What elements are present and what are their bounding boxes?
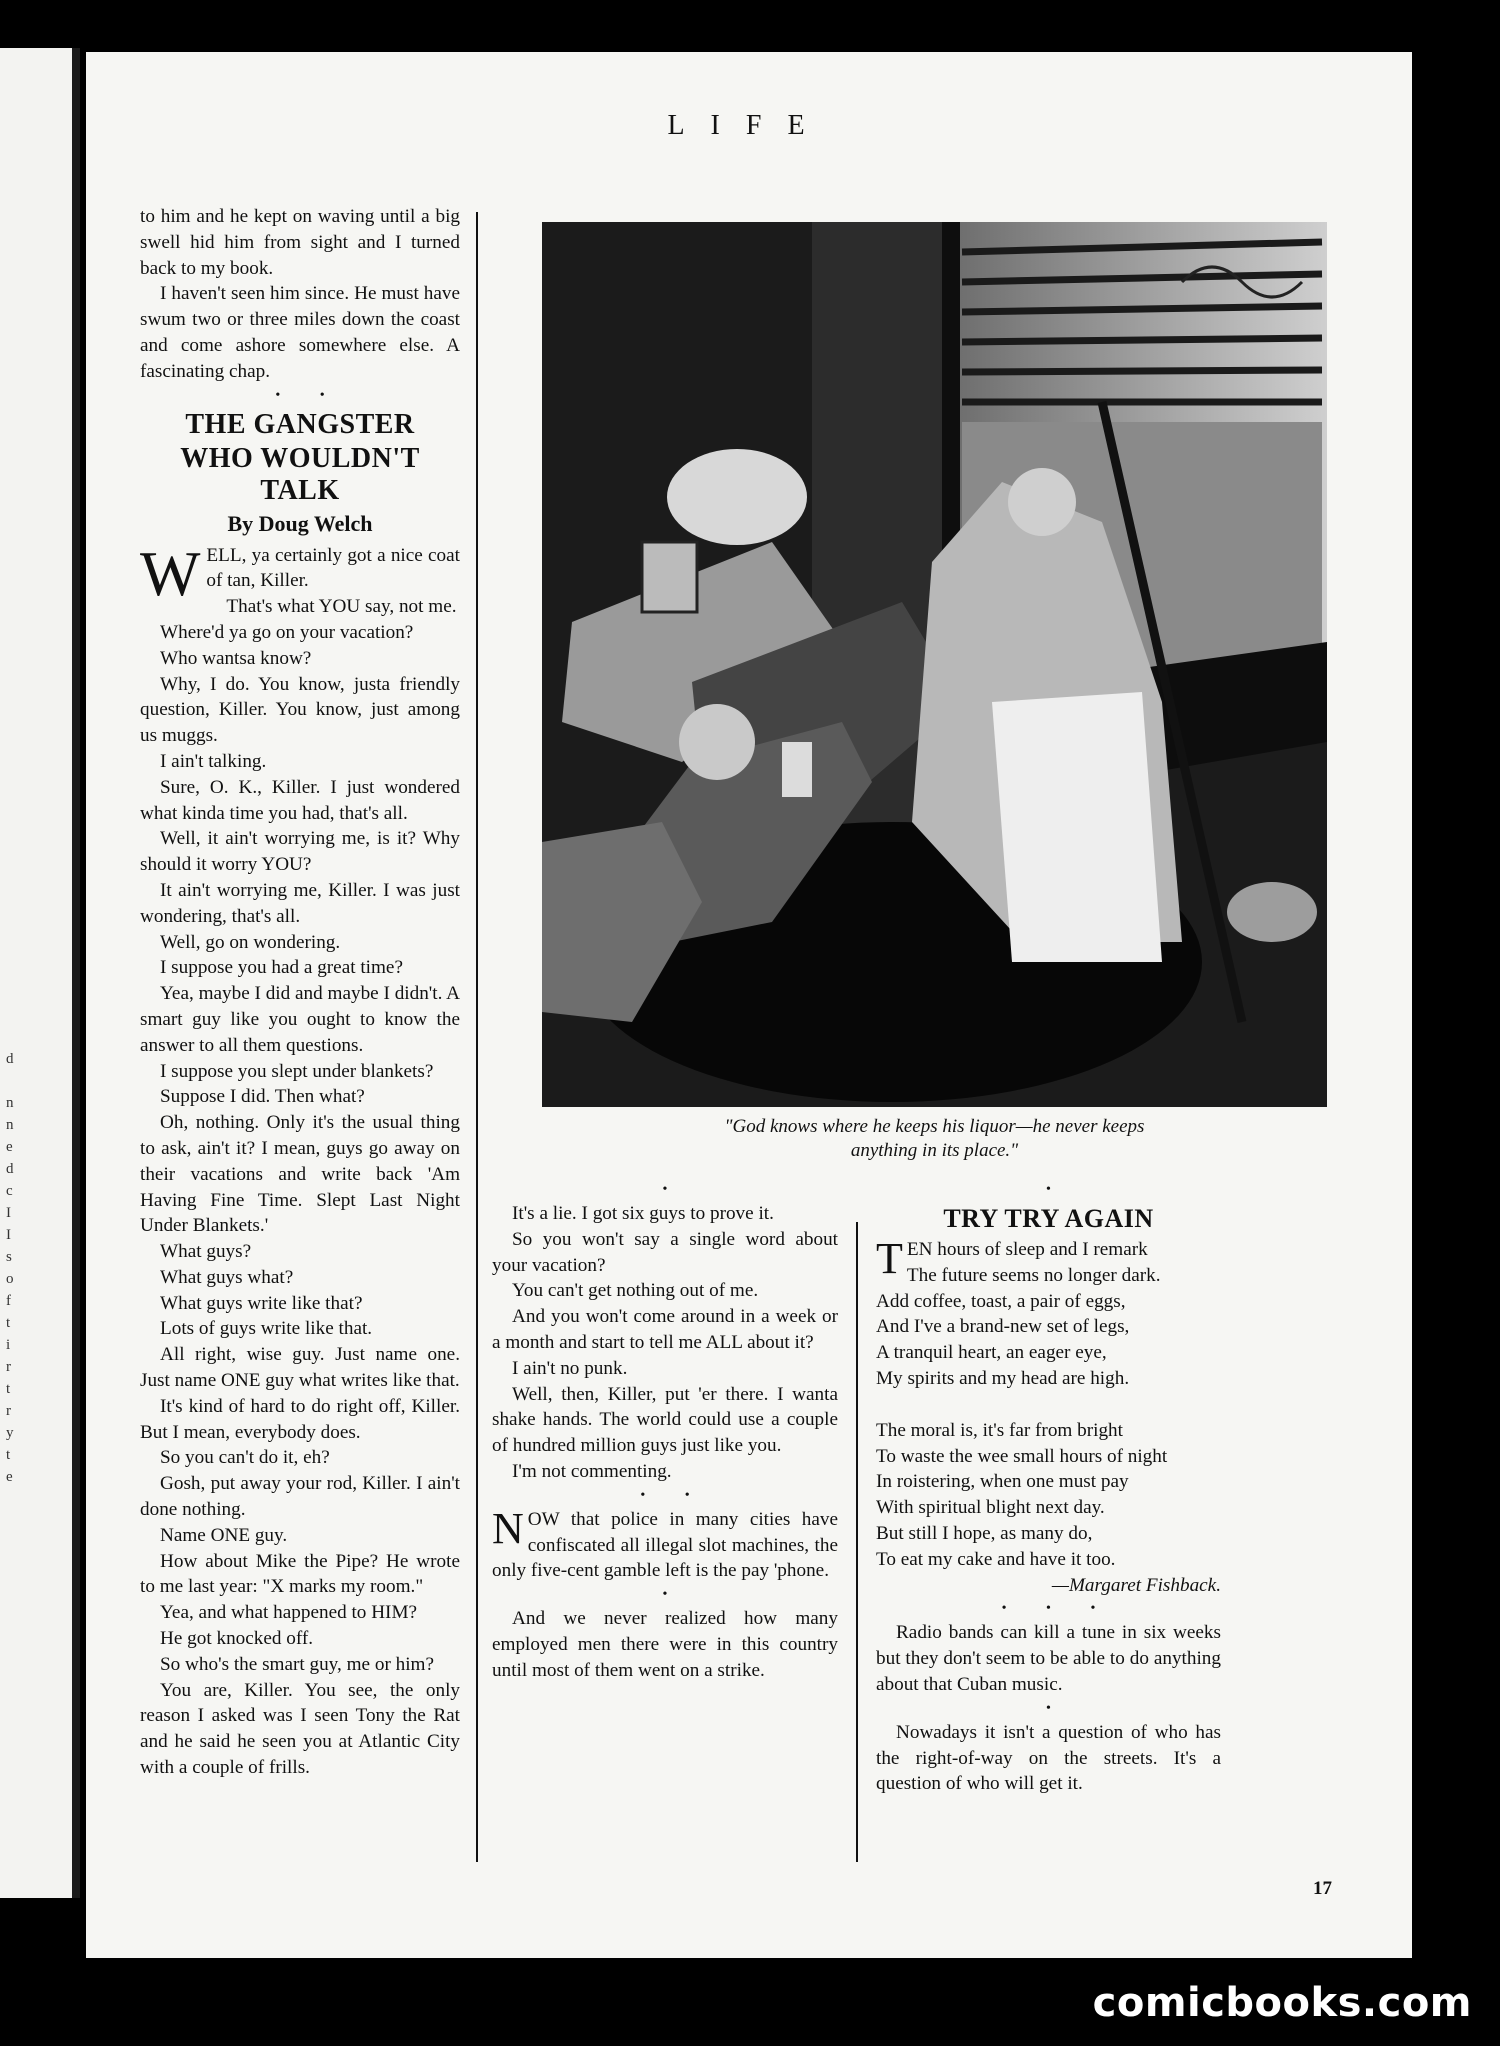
dialogue-paragraph: I suppose you had a great time? xyxy=(160,957,403,979)
dialogue-paragraph: Well, then, Killer, put 'er there. I wanta shake hands. The world could use a couple of hundred million guys just like you. xyxy=(492,1383,838,1457)
column-rule xyxy=(856,1222,858,1862)
site-watermark: comicbooks.com xyxy=(1092,1980,1472,2026)
poem-author: —Margaret Fishback. xyxy=(1051,1574,1221,1596)
fragment-letter: I xyxy=(6,1227,11,1243)
dialogue-paragraph: I ain't talking. xyxy=(160,750,267,772)
dialogue-paragraph: Name ONE guy. xyxy=(160,1524,288,1546)
fragment-letter: e xyxy=(6,1469,13,1485)
poem-stanza-1 xyxy=(876,1234,1221,1392)
fragment-letter: t xyxy=(6,1381,11,1397)
section-divider: • • xyxy=(640,1487,708,1503)
caption-line-1: "God knows where he keeps his liquor—he never keeps xyxy=(724,1116,1145,1137)
poem-line: The future seems no longer dark. xyxy=(906,1264,1161,1286)
column-2 xyxy=(492,1179,838,1684)
poem-line: In roistering, when one must pay xyxy=(876,1471,1129,1493)
drop-cap: N xyxy=(492,1503,524,1553)
dialogue-paragraph: Yea, and what happened to HIM? xyxy=(160,1602,418,1624)
caption-line-2: anything in its place." xyxy=(850,1140,1019,1161)
dialogue-paragraph: What guys write like that? xyxy=(160,1292,363,1314)
fragment-letter: i xyxy=(6,1337,11,1353)
column-1 xyxy=(140,204,460,1781)
fragment-letter: t xyxy=(6,1315,11,1331)
dialogue-paragraph: Gosh, put away your rod, Killer. I ain't done nothing. xyxy=(140,1473,460,1521)
dialogue-paragraph: And you won't come around in a week or a month and start to tell me ALL about it? xyxy=(492,1306,838,1353)
poem-line: My spirits and my head are high. xyxy=(876,1367,1130,1389)
dialogue-paragraph: Suppose I did. Then what? xyxy=(160,1086,365,1108)
dialogue-paragraph: Why, I do. You know, justa friendly question, Killer. You know, just among us muggs. xyxy=(140,673,460,747)
intro-paragraph: I haven't seen him since. He must have swum two or three miles down the coast and come ashore somewhere else. A fascinating chap. xyxy=(140,283,460,382)
dialogue-paragraph: I'm not commenting. xyxy=(512,1460,672,1482)
dialogue-paragraph: It's kind of hard to do right off, Killer. But I mean, everybody does. xyxy=(140,1395,460,1443)
police-paragraph: NOW that police in many cities have confiscated all illegal slot machines, the only five-cent gamble left is the pay 'phone. xyxy=(492,1503,838,1582)
dialogue-paragraph: So who's the smart guy, me or him? xyxy=(160,1653,435,1675)
story-title-line-1: THE GANGSTER xyxy=(185,408,415,440)
fragment-letter: r xyxy=(6,1403,11,1419)
section-divider: • • • xyxy=(1001,1601,1114,1617)
dialogue-paragraph: I ain't no punk. xyxy=(512,1357,628,1379)
running-head: LIFE xyxy=(667,110,831,141)
dialogue-paragraph: I suppose you slept under blankets? xyxy=(160,1060,434,1082)
dialogue-paragraph: He got knocked off. xyxy=(160,1628,314,1650)
fragment-letter: r xyxy=(6,1359,11,1375)
fragment-letter: c xyxy=(6,1183,13,1199)
poem-line: TEN hours of sleep and I remark xyxy=(876,1234,1148,1283)
dialogue-paragraph: How about Mike the Pipe? He wrote to me last year: "X marks my room." xyxy=(140,1550,460,1598)
dialogue-paragraph: Where'd ya go on your vacation? xyxy=(160,621,414,643)
intro-paragraph: to him and he kept on waving until a big swell hid him from sight and I turned back to my book. xyxy=(140,206,460,279)
poem-stanza-2 xyxy=(876,1418,1221,1573)
dialogue-paragraph: What guys what? xyxy=(160,1266,294,1288)
story-title-line-2: WHO WOULDN'T TALK xyxy=(180,442,420,506)
column-rule xyxy=(476,212,478,1862)
column-3 xyxy=(876,1179,1221,1797)
fragment-letter: d xyxy=(6,1161,14,1177)
dialogue-paragraph: Yea, maybe I did and maybe I didn't. A smart guy like you ought to know the answer to all them questions. xyxy=(140,983,460,1056)
dialogue-paragraph: You are, Killer. You see, the only reason I asked was I seen Tony the Rat and he said he seen you at Atlantic City with a couple of frills. xyxy=(140,1679,460,1779)
fragment-letter xyxy=(6,1070,14,1092)
section-divider: • xyxy=(1046,1182,1051,1197)
dialogue-paragraph: Well, it ain't worrying me, is it? Why should it worry YOU? xyxy=(140,828,460,876)
fragment-letter: I xyxy=(6,1205,11,1221)
fragment-letter: t xyxy=(6,1447,11,1463)
drop-cap: W xyxy=(140,537,201,609)
fragment-letter: n xyxy=(6,1095,14,1111)
illustration-drawing xyxy=(542,222,1327,1107)
radio-paragraph: Radio bands can kill a tune in six weeks but they don't seem to be able to do anything about that Cuban music. xyxy=(876,1622,1221,1695)
fragment-letter: s xyxy=(6,1249,12,1265)
fragment-letter: y xyxy=(6,1425,14,1441)
poem-line: A tranquil heart, an eager eye, xyxy=(876,1342,1107,1364)
section-divider: • • xyxy=(275,387,343,403)
illustration xyxy=(542,222,1327,1107)
facing-page-edge xyxy=(0,48,80,1898)
dialogue-paragraph: You can't get nothing out of me. xyxy=(512,1280,759,1302)
dialogue-paragraph: What guys? xyxy=(160,1241,252,1263)
poem-title: TRY TRY AGAIN xyxy=(943,1204,1154,1233)
drop-cap: T xyxy=(876,1234,903,1283)
dialogue-paragraph: All right, wise guy. Just name one. Just name ONE guy what writes like that. xyxy=(140,1344,460,1392)
poem-line: But still I hope, as many do, xyxy=(876,1522,1093,1544)
story-body-col2 xyxy=(492,1201,838,1485)
dialogue-paragraph: Lots of guys write like that. xyxy=(160,1318,373,1340)
dialogue-paragraph: It's a lie. I got six guys to prove it. xyxy=(512,1203,774,1224)
poem-line: Add coffee, toast, a pair of eggs, xyxy=(876,1290,1126,1312)
poem-line: The moral is, it's far from bright xyxy=(876,1419,1123,1441)
poem-line: To waste the wee small hours of night xyxy=(876,1445,1168,1467)
fragment-letter: d xyxy=(6,1051,14,1067)
dialogue-paragraph: It ain't worrying me, Killer. I was just wondering, that's all. xyxy=(140,879,460,927)
dialogue-paragraph: So you won't say a single word about your vacation? xyxy=(492,1228,838,1276)
dialogue-paragraph: Who wantsa know? xyxy=(160,647,312,669)
section-divider: • xyxy=(662,1182,668,1197)
traffic-paragraph: Nowadays it isn't a question of who has the right-of-way on the streets. It's a question of who will get it. xyxy=(876,1721,1221,1795)
dialogue-paragraph: Oh, nothing. Only it's the usual thing to ask, ain't it? I mean, guys go away on their vacations and write back 'Am Having Fine Time. Slept Last Night Under Blankets.' xyxy=(140,1112,460,1237)
dialogue-paragraph: That's what YOU say, not me. xyxy=(226,596,457,618)
dialogue-paragraph: So you can't do it, eh? xyxy=(160,1447,330,1469)
magazine-page xyxy=(86,52,1412,1958)
story-byline: By Doug Welch xyxy=(227,510,373,536)
page-binding xyxy=(72,48,80,1898)
page-number: 17 xyxy=(1313,1878,1332,1899)
dialogue-paragraph: Sure, O. K., Killer. I just wondered what kinda time you had, that's all. xyxy=(140,776,460,824)
fragment-letter: n xyxy=(6,1117,14,1133)
section-divider: • xyxy=(1046,1700,1051,1716)
section-divider: • xyxy=(662,1587,668,1603)
poem-line: To eat my cake and have it too. xyxy=(876,1548,1116,1570)
story-opening-paragraph: WELL, ya certainly got a nice coat of tan, Killer. xyxy=(140,537,460,609)
story-body-col1 xyxy=(140,594,460,1781)
poem-line: With spiritual blight next day. xyxy=(876,1497,1105,1519)
strike-paragraph: And we never realized how many employed men there were in this country until most of them went on a strike. xyxy=(492,1608,838,1681)
facing-page-text-fragment xyxy=(6,1048,14,1488)
illustration-caption xyxy=(542,1115,1327,1163)
dialogue-paragraph: Well, go on wondering. xyxy=(160,931,341,953)
fragment-letter: e xyxy=(6,1139,13,1155)
fragment-letter: o xyxy=(6,1271,14,1287)
poem-line: And I've a brand-new set of legs, xyxy=(876,1316,1130,1338)
fragment-letter: f xyxy=(6,1293,11,1309)
